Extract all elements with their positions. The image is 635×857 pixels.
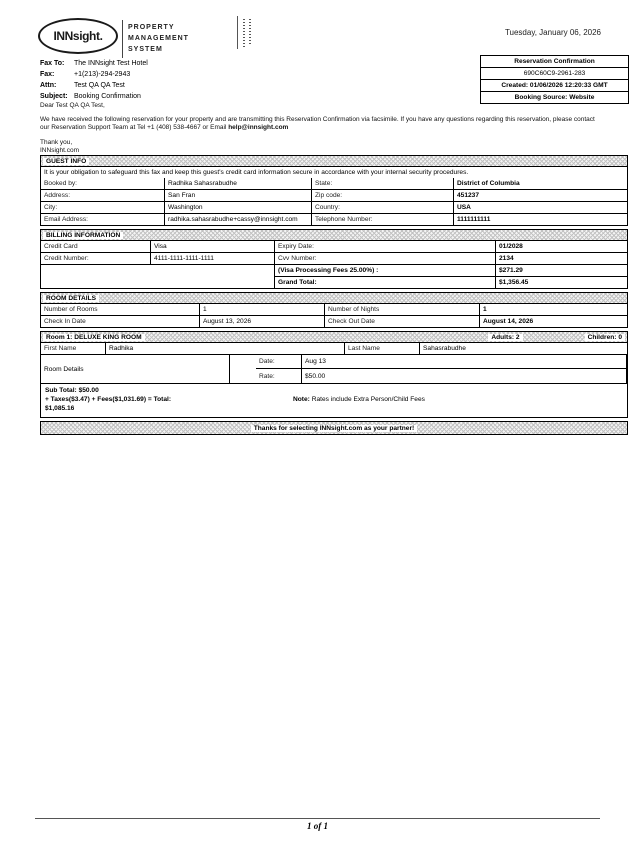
- brand-tagline-line1: PROPERTY: [128, 24, 175, 31]
- field-label: Country:: [312, 202, 454, 214]
- rate-label: Rate:: [256, 369, 302, 383]
- totals-box: [40, 384, 628, 418]
- salutation: Dear Test QA QA Test,: [40, 102, 105, 109]
- sub-total: Sub Total: $50.00: [45, 387, 99, 394]
- thanks-banner: [40, 421, 628, 435]
- field-label: Number of Nights: [325, 304, 480, 316]
- field-label: Check In Date: [41, 316, 200, 327]
- support-email: help@innsight.com: [228, 124, 289, 131]
- field-label: City:: [41, 202, 165, 214]
- signature-text: INNsight.com: [40, 147, 80, 154]
- note-label: Note:: [293, 396, 310, 403]
- reservation-details: [40, 152, 628, 435]
- fax-machine-microtext: [249, 17, 251, 44]
- field-label: Address:: [41, 190, 165, 202]
- billing-title: BILLING INFORMATION: [43, 232, 123, 239]
- room1-stay-table: [40, 354, 628, 384]
- field-value: radhika.sahasrabudhe+cassy@innsight.com: [165, 214, 312, 225]
- guest-info-table: [40, 166, 628, 226]
- field-label: Cvv Number:: [275, 253, 496, 265]
- brand-tagline-line3: SYSTEM: [128, 46, 163, 53]
- logo-divider: [122, 20, 123, 58]
- innsight-logo-icon: [38, 18, 118, 54]
- field-label: Expiry Date:: [275, 241, 496, 253]
- fax-to-label: Fax To:: [40, 60, 65, 67]
- field-value: District of Columbia: [454, 178, 627, 190]
- field-label: Zip code:: [312, 190, 454, 202]
- letter-body: [40, 102, 597, 156]
- field-value: August 13, 2026: [200, 316, 325, 327]
- document-date: Tuesday, January 06, 2026: [504, 28, 601, 37]
- billing-table: [40, 240, 628, 289]
- field-value: San Fran: [165, 190, 312, 202]
- field-value: 451237: [454, 190, 627, 202]
- empty-cell: [230, 355, 256, 383]
- fax-machine-mark-line: [237, 16, 238, 49]
- fax-attn-value: Test QA QA Test: [74, 82, 125, 89]
- field-value: 1: [480, 304, 627, 316]
- processing-fee-value: $271.29: [496, 265, 627, 277]
- date-value: Aug 13: [302, 355, 627, 369]
- fax-subject-row: [40, 91, 148, 102]
- empty-cell: [41, 265, 275, 288]
- security-note: It is your obligation to safeguard this fax and keep this guest's credit card information secure in accordance with your internal security procedures.: [44, 169, 469, 176]
- note-text: Rates include Extra Person/Child Fees: [309, 396, 425, 403]
- field-value: Visa: [151, 241, 275, 253]
- field-label: Telephone Number:: [312, 214, 454, 225]
- thanks-text: Thanks for selecting INNsight.com as your partner!: [251, 425, 417, 432]
- fax-attn-row: [40, 80, 148, 91]
- page-number: 1 of 1: [307, 821, 328, 831]
- processing-fee-label: (Visa Processing Fees 25.00%) :: [275, 265, 496, 277]
- reservation-confirmation-box: [480, 55, 629, 104]
- room-details-title: ROOM DETAILS: [43, 295, 99, 302]
- footer-divider: [35, 818, 600, 819]
- field-value: Washington: [165, 202, 312, 214]
- field-label: Number of Rooms: [41, 304, 200, 316]
- field-label: Credit Number:: [41, 253, 151, 265]
- room1-occupancy: [486, 334, 625, 341]
- first-name-value: Radhika: [106, 343, 345, 354]
- fax-to-row: [40, 58, 148, 69]
- field-label: Booked by:: [41, 178, 165, 190]
- fax-header-block: [40, 58, 148, 102]
- field-value: 1111111111: [457, 216, 491, 223]
- room1-guest-name-row: [40, 342, 628, 355]
- room1-title: Room 1: DELUXE KING ROOM: [43, 334, 145, 341]
- field-value: Radhika Sahasrabudhe: [165, 178, 312, 190]
- field-label: Credit Card: [41, 241, 151, 253]
- last-name-value: Sahasrabudhe: [423, 345, 466, 352]
- field-value: 4111-1111-1111-1111: [151, 253, 275, 265]
- grand-total-value: $1,356.45: [499, 279, 529, 286]
- fax-number-value: +1(213)-294-2943: [74, 71, 131, 78]
- closing-text: Thank you,: [40, 138, 73, 146]
- letter-text: We have received the following reservation for your property and are transmitting this Reservation Confirmation via facsimile. If you have any questions regarding this reservation, please contact our Reservation Support Team at Tel +1 (408) 538-4667 or Email: [40, 115, 595, 131]
- field-value: 01/2028: [496, 241, 627, 253]
- field-value: USA: [454, 202, 627, 214]
- rates-note: [293, 395, 425, 404]
- guest-info-title: GUEST INFO: [43, 158, 89, 165]
- booking-source: Booking Source: Website: [514, 94, 595, 101]
- fax-subject-label: Subject:: [40, 93, 68, 100]
- field-label: Check Out Date: [325, 316, 480, 327]
- field-value: 1: [200, 304, 325, 316]
- room-details-label: Room Details: [41, 355, 230, 383]
- brand-tagline-line2: MANAGEMENT: [128, 35, 189, 42]
- room1-children: Children: 0: [585, 334, 625, 341]
- last-name-label: Last Name: [345, 343, 420, 354]
- fax-subject-value: Booking Confirmation: [74, 93, 141, 100]
- date-label: Date:: [256, 355, 302, 369]
- confirmation-created: Created: 01/06/2026 12:20:33 GMT: [481, 80, 628, 92]
- field-value: August 14, 2026: [483, 318, 534, 325]
- field-value: 2134: [496, 253, 627, 265]
- first-name-label: First Name: [41, 343, 106, 354]
- rate-value: $50.00: [302, 369, 627, 383]
- innsight-logo: [38, 18, 118, 54]
- fax-to-value: The INNsight Test Hotel: [74, 60, 148, 67]
- field-label: Email Address:: [41, 214, 165, 225]
- room1-adults: Adults: 2: [488, 334, 522, 341]
- fax-attn-label: Attn:: [40, 82, 57, 89]
- brand-name: INNsight.: [53, 29, 103, 43]
- total-amount: $1,085.16: [45, 405, 75, 412]
- field-label: State:: [312, 178, 454, 190]
- confirmation-title: Reservation Confirmation: [481, 56, 628, 68]
- grand-total-label: Grand Total:: [275, 277, 496, 288]
- fax-number-label: Fax:: [40, 71, 55, 78]
- letter-paragraph: [40, 116, 597, 133]
- fax-number-row: [40, 69, 148, 80]
- room-details-table: [40, 303, 628, 328]
- fax-machine-microtext: [243, 17, 245, 47]
- confirmation-number: 690C60C9-2961-283: [481, 68, 628, 80]
- totals-formula: + Taxes($3.47) + Fees($1,031.69) = Total:: [45, 396, 172, 403]
- brand-tagline: [128, 22, 189, 55]
